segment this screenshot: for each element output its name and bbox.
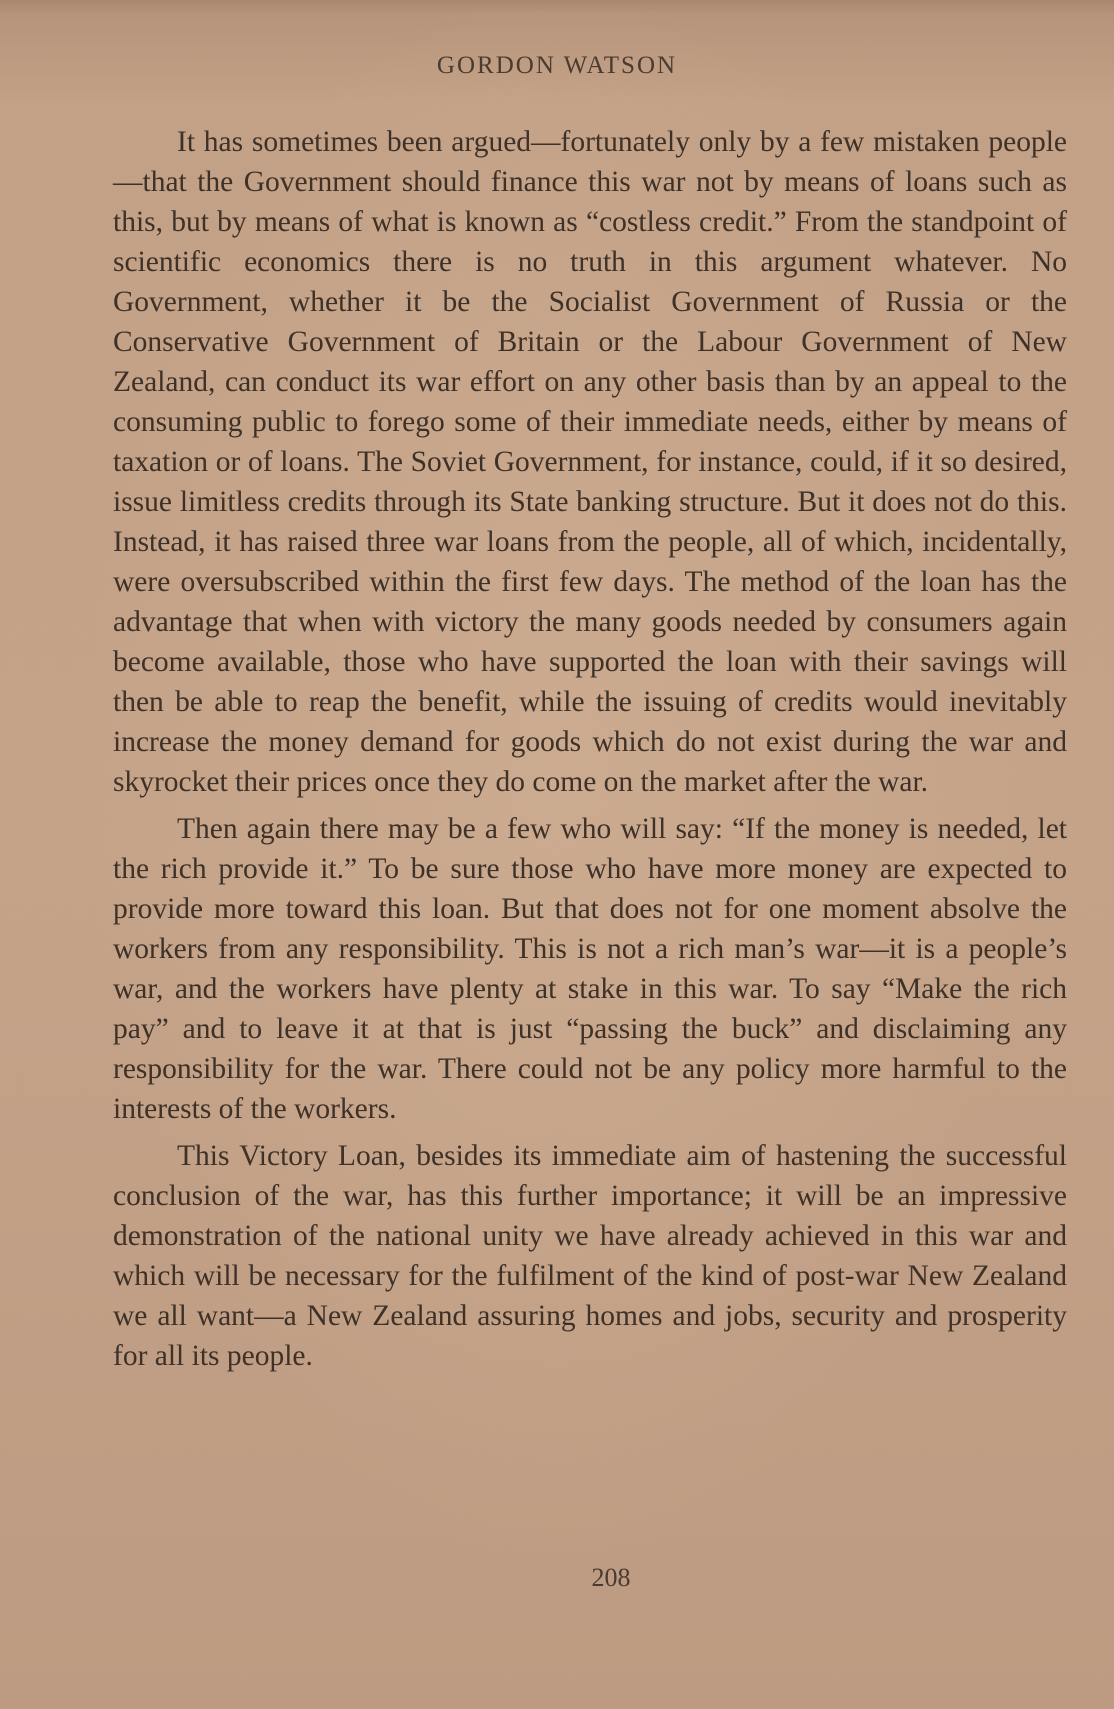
page-number-text: 208 — [591, 1563, 631, 1592]
page-number — [0, 1563, 1114, 1593]
paragraph-3: This Victory Loan, besides its immediate aim of hastening the successful conclusion of the war, has this further importance; it will be an impressive demonstration of the national unity we have already achieved in this war and which will be necessary for the fulfilment of the kind of post-war New Zealand we all want—a New Zealand assuring homes and jobs, security and prosperity for all its people. — [113, 1140, 1067, 1372]
paragraph-2: Then again there may be a few who will say: “If the money is needed, let the rich provide it.” To be sure those who have more money are expected to provide more toward this loan. But that does not for one moment absolve the workers from any responsibility. This is not a rich man’s war—it is a people’s war, and the workers have plenty at stake in this war. To say “Make the rich pay” and to leave it at that is just “passing the buck” and disclaiming any responsibility for the war. There could not be any policy more harmful to the interests of the workers. — [113, 813, 1067, 1125]
page-top-edge — [0, 0, 1114, 14]
running-head: GORDON WATSON — [436, 52, 678, 79]
body-text — [113, 122, 1067, 1383]
paragraph-1: It has sometimes been argued—fortunately only by a few mistaken people—that the Government should finance this war not by means of loans such as this, but by means of what is known as “costless credit.” From the standpoint of scientific economics there is no truth in this argument whatever. No Government, whether it be the Socialist Government of Russia or the Conservative Government of Britain or the Labour Government of New Zealand, can conduct its war effort on any other basis than by an appeal to the consuming public to forego some of their immediate needs, either by means of taxation or of loans. The Soviet Government, for instance, could, if it so desired, issue limitless credits through its State banking structure. But it does not do this. Instead, it has raised three war loans from the people, all of which, incidentally, were oversubscribed within the first few days. The method of the loan has the advantage that when with victory the many goods needed by consumers again become available, those who have supported the loan with their savings will then be able to reap the benefit, while the issuing of credits would inevitably increase the money demand for goods which do not exist during the war and skyrocket their prices once they do come on the market after the war. — [113, 126, 1067, 798]
